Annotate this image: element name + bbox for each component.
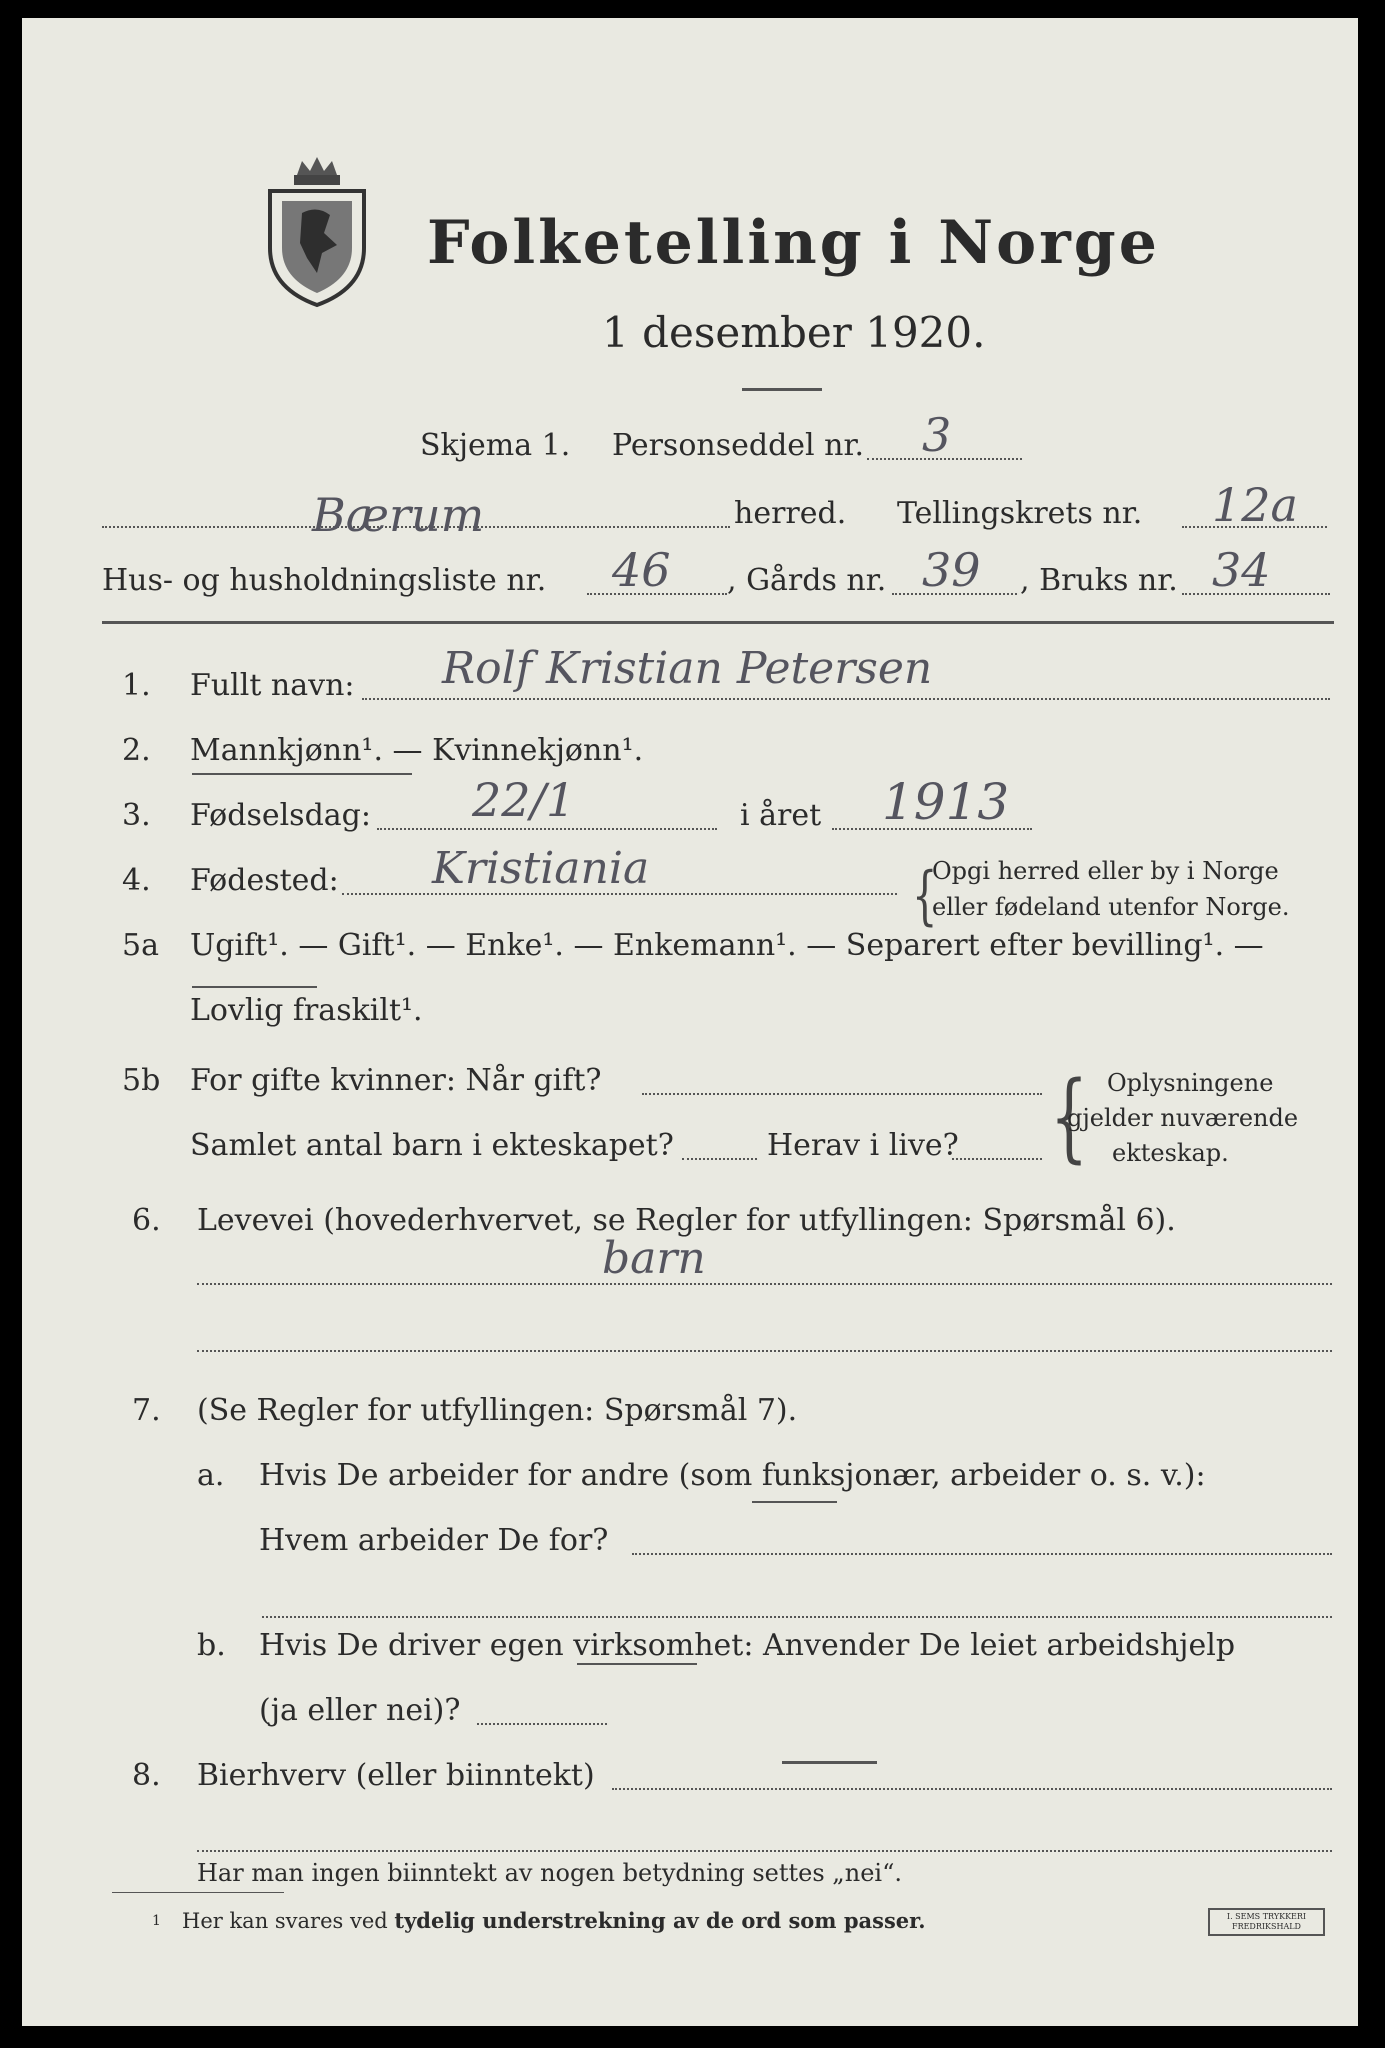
- q7a-mark: [752, 1501, 837, 1503]
- q7-number: 7.: [132, 1393, 161, 1428]
- husholdningsliste-value[interactable]: 46: [612, 543, 671, 597]
- husholdningsliste-label: Hus- og husholdningsliste nr.: [102, 563, 547, 598]
- q6-line-2: [197, 1350, 1332, 1352]
- q3-year-label: i året: [740, 798, 822, 833]
- footnote-text: [182, 1908, 926, 1933]
- q1-value[interactable]: Rolf Kristian Petersen: [442, 643, 933, 694]
- q2-number: 2.: [122, 733, 151, 768]
- q4-brace: {: [912, 859, 938, 933]
- q5b-children-line: [682, 1158, 757, 1160]
- gards-label: , Gårds nr.: [727, 563, 887, 598]
- q5b-note-1: Oplysningene: [1107, 1069, 1274, 1097]
- q5b-alive-line: [952, 1158, 1042, 1160]
- q5a-underline: [192, 986, 317, 988]
- footnote-text-bold: tydelig understrekning av de ord som passer.: [394, 1908, 926, 1933]
- personseddel-label: Personseddel nr.: [612, 428, 865, 463]
- herred-label: herred.: [734, 496, 847, 531]
- q5b-brace: {: [1050, 1062, 1089, 1174]
- q5b-married-line: [642, 1093, 1042, 1095]
- q4-value[interactable]: Kristiania: [432, 843, 650, 894]
- q2-label: Mannkjønn¹. — Kvinnekjønn¹.: [190, 733, 644, 768]
- q6-label: Levevei (hovederhvervet, se Regler for utfyllingen: Spørsmål 6).: [197, 1203, 1176, 1238]
- footnote-divider: [112, 1892, 284, 1893]
- q7b-letter: b.: [197, 1628, 226, 1663]
- q1-label: Fullt navn:: [190, 668, 355, 703]
- header-divider: [102, 621, 1334, 624]
- tellingskrets-value[interactable]: 12a: [1212, 478, 1298, 532]
- q7-label: (Se Regler for utfyllingen: Spørsmål 7).: [197, 1393, 798, 1428]
- footnote-text-plain: Her kan svares ved: [182, 1909, 395, 1933]
- q4-note-1: Opgi herred eller by i Norge: [932, 857, 1279, 885]
- q8-label: Bierhverv (eller biinntekt): [197, 1758, 595, 1793]
- q5b-number: 5b: [122, 1063, 161, 1098]
- herred-value[interactable]: Bærum: [312, 488, 485, 542]
- skjema-label: Skjema 1.: [420, 428, 571, 463]
- q7a-answer-line-1: [632, 1553, 1332, 1555]
- q8-note: Har man ingen biinntekt av nogen betydning settes „nei“.: [197, 1859, 902, 1887]
- printer-stamp-line-1: I. SEMS TRYKKERI: [1226, 1912, 1307, 1921]
- census-form: [22, 18, 1358, 2026]
- q3-day-value[interactable]: 22/1: [472, 773, 576, 827]
- q3-year-value[interactable]: 1913: [882, 773, 1010, 831]
- printer-stamp: [1208, 1908, 1325, 1936]
- q3-day-line: [377, 828, 717, 830]
- q5a-number: 5a: [122, 928, 159, 963]
- footnote-mark: 1: [152, 1913, 161, 1929]
- q6-number: 6.: [132, 1203, 161, 1238]
- q1-line: [362, 698, 1330, 700]
- personseddel-value[interactable]: 3: [922, 408, 952, 462]
- q7b-mark: [577, 1663, 697, 1665]
- q7b-line-1: Hvis De driver egen virksomhet: Anvender De leiet arbeidshjelp: [259, 1628, 1236, 1663]
- q1-number: 1.: [122, 668, 151, 703]
- q4-number: 4.: [122, 863, 151, 898]
- q5b-note-3: ekteskap.: [1112, 1139, 1229, 1167]
- q5a-line-1: Ugift¹. — Gift¹. — Enke¹. — Enkemann¹. — Separert efter bevilling¹. —: [190, 928, 1264, 963]
- q7b-line-2: (ja eller nei)?: [259, 1693, 461, 1728]
- q8-answer-line-2: [197, 1850, 1332, 1852]
- q3-label: Fødselsdag:: [190, 798, 371, 833]
- q8-number: 8.: [132, 1758, 161, 1793]
- q5b-note-2: gjelder nuværende: [1067, 1104, 1299, 1132]
- q6-value[interactable]: barn: [602, 1233, 706, 1284]
- bruks-value[interactable]: 34: [1212, 543, 1271, 597]
- q5b-line-2b: Herav i live?: [767, 1128, 959, 1163]
- q3-number: 3.: [122, 798, 151, 833]
- gards-value[interactable]: 39: [922, 543, 981, 597]
- q5b-line-2a: Samlet antal barn i ekteskapet?: [190, 1128, 674, 1163]
- q4-note-2: eller fødeland utenfor Norge.: [932, 893, 1290, 921]
- q7a-line-2: Hvem arbeider De for?: [259, 1523, 609, 1558]
- q4-label: Fødested:: [190, 863, 339, 898]
- bruks-label: , Bruks nr.: [1020, 563, 1178, 598]
- q8-mark: [782, 1761, 877, 1764]
- q7b-answer-line: [477, 1723, 607, 1725]
- form-title: Folketelling i Norge: [427, 208, 1160, 278]
- q6-line-1: [197, 1283, 1332, 1285]
- title-divider: [742, 388, 822, 391]
- printer-stamp-line-2: FREDRIKSHALD: [1232, 1922, 1301, 1931]
- census-date: 1 desember 1920.: [602, 308, 986, 357]
- q5a-line-2: Lovlig fraskilt¹.: [190, 993, 423, 1028]
- q7a-letter: a.: [197, 1458, 225, 1493]
- q7a-answer-line-2: [262, 1616, 1332, 1618]
- q8-answer-line-1: [612, 1788, 1332, 1790]
- coat-of-arms-icon: [262, 153, 372, 308]
- q5b-line-1: For gifte kvinner: Når gift?: [190, 1063, 602, 1098]
- q2-underline: [192, 773, 412, 775]
- q7a-line-1: Hvis De arbeider for andre (som funksjonær, arbeider o. s. v.):: [259, 1458, 1206, 1493]
- tellingskrets-label: Tellingskrets nr.: [897, 496, 1143, 531]
